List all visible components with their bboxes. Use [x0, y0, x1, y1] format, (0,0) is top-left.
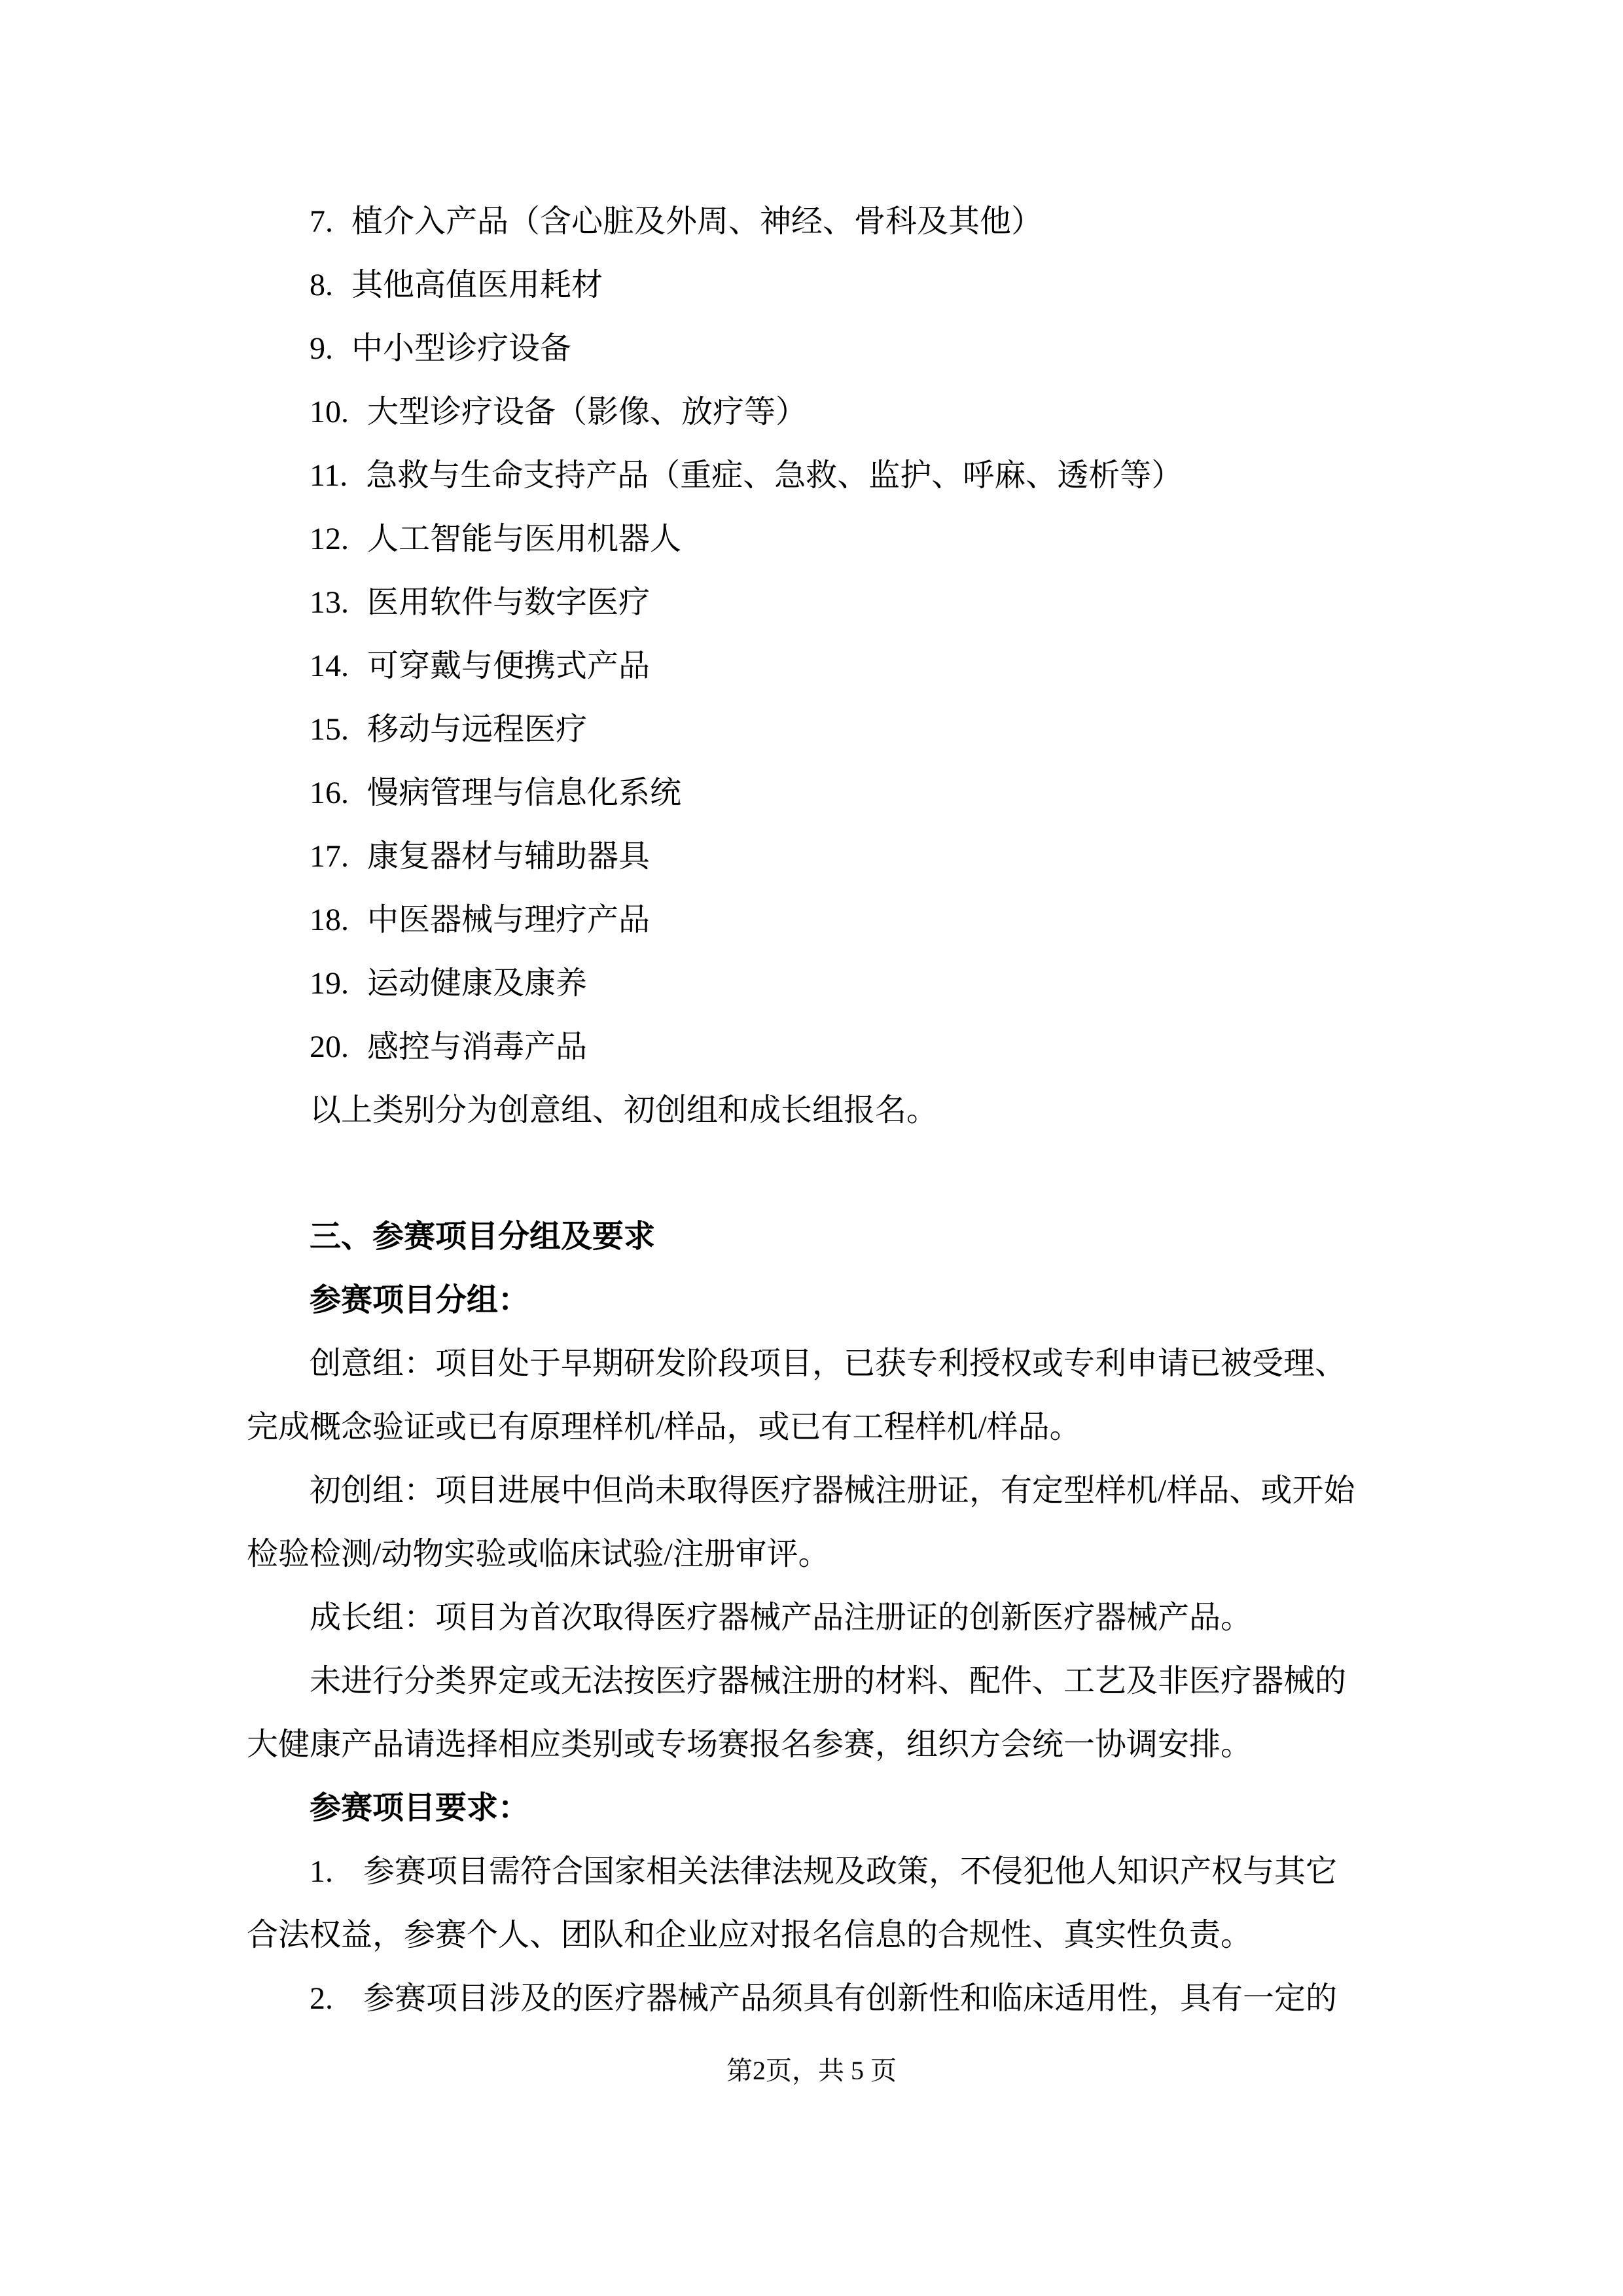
- paragraph-line: 大健康产品请选择相应类别或专场赛报名参赛，组织方会统一协调安排。: [247, 1727, 1253, 1762]
- list-item-text: 其他高值医用耗材: [351, 268, 603, 302]
- list-item-17: [247, 825, 1383, 888]
- page-footer: 第2页，共 5 页: [726, 2056, 897, 2085]
- paragraph-line: 成长组：项目为首次取得医疗器械产品注册证的创新医疗器械产品。: [310, 1600, 1253, 1635]
- list-item-number: 1.: [310, 1854, 333, 1889]
- list-item-text: 康复器材与辅助器具: [367, 839, 651, 874]
- list-item-number: 19.: [310, 966, 349, 1001]
- list-item-text: 感控与消毒产品: [367, 1030, 588, 1064]
- list-item-text: 参赛项目涉及的医疗器械产品须具有创新性和临床适用性，具有一定的: [363, 1981, 1338, 2016]
- list-item-number: 12.: [310, 522, 349, 556]
- list-item-text: 中小型诊疗设备: [351, 331, 572, 366]
- list-item-12: [247, 507, 1383, 571]
- list-item-19: [247, 952, 1383, 1015]
- section-heading: 三、参赛项目分组及要求: [310, 1219, 656, 1254]
- document-body: [247, 190, 1383, 2030]
- list-item-number: 18.: [310, 903, 349, 937]
- list-item-number: 8.: [310, 268, 333, 302]
- paragraph-line: 以上类别分为创意组、初创组和成长组报名。: [310, 1093, 938, 1128]
- list-item-number: 2.: [310, 1981, 333, 2016]
- list-item-2: [247, 1967, 1383, 2030]
- list-item-20: [247, 1015, 1383, 1079]
- list-item-number: 14.: [310, 649, 349, 683]
- list-item-text: 中医器械与理疗产品: [367, 903, 651, 937]
- list-item-10: [247, 380, 1383, 444]
- paragraph-line: 完成概念验证或已有原理样机/样品，或已有工程样机/样品。: [247, 1410, 1081, 1444]
- list-item-text: 人工智能与医用机器人: [367, 522, 682, 556]
- list-item-text: 运动健康及康养: [367, 966, 588, 1001]
- section-heading: 参赛项目要求：: [310, 1791, 530, 1825]
- list-item-number: 15.: [310, 712, 349, 747]
- list-item-14: [247, 634, 1383, 698]
- list-item-18: [247, 888, 1383, 952]
- section-heading: 参赛项目分组：: [310, 1283, 530, 1318]
- list-item-text: 植介入产品（含心脏及外周、神经、骨科及其他）: [351, 204, 1043, 239]
- list-item-16: [247, 761, 1383, 825]
- list-item-number: 17.: [310, 839, 349, 874]
- list-item-number: 20.: [310, 1030, 349, 1064]
- list-item-text: 可穿戴与便携式产品: [367, 649, 651, 683]
- list-item-number: 13.: [310, 585, 349, 620]
- list-item-number: 16.: [310, 776, 349, 810]
- list-item-9: [247, 317, 1383, 380]
- list-item-text: 参赛项目需符合国家相关法律法规及政策，不侵犯他人知识产权与其它: [363, 1854, 1338, 1889]
- list-item-8: [247, 253, 1383, 317]
- list-item-number: 9.: [310, 331, 333, 366]
- list-item-number: 10.: [310, 395, 349, 429]
- list-item-15: [247, 698, 1383, 761]
- paragraph-line: 创意组：项目处于早期研发阶段项目，已获专利授权或专利申请已被受理、: [310, 1346, 1347, 1381]
- list-item-text: 医用软件与数字医疗: [367, 585, 651, 620]
- paragraph-line: 未进行分类界定或无法按医疗器械注册的材料、配件、工艺及非医疗器械的: [310, 1664, 1347, 1698]
- list-item-1: [247, 1840, 1383, 1903]
- list-item-text: 慢病管理与信息化系统: [367, 776, 682, 810]
- list-item-11: [247, 444, 1383, 507]
- list-item-13: [247, 571, 1383, 634]
- list-item-number: 7.: [310, 204, 333, 239]
- list-item-text: 急救与生命支持产品（重症、急救、监护、呼麻、透析等）: [366, 458, 1183, 493]
- paragraph-line: 合法权益，参赛个人、团队和企业应对报名信息的合规性、真实性负责。: [247, 1918, 1253, 1952]
- list-item-text: 移动与远程医疗: [367, 712, 588, 747]
- list-item-7: [247, 190, 1383, 253]
- paragraph-line: 初创组：项目进展中但尚未取得医疗器械注册证，有定型样机/样品、或开始: [310, 1473, 1355, 1508]
- list-item-number: 11.: [310, 458, 348, 493]
- list-item-text: 大型诊疗设备（影像、放疗等）: [367, 395, 808, 429]
- paragraph-line: 检验检测/动物实验或临床试验/注册审评。: [247, 1537, 830, 1571]
